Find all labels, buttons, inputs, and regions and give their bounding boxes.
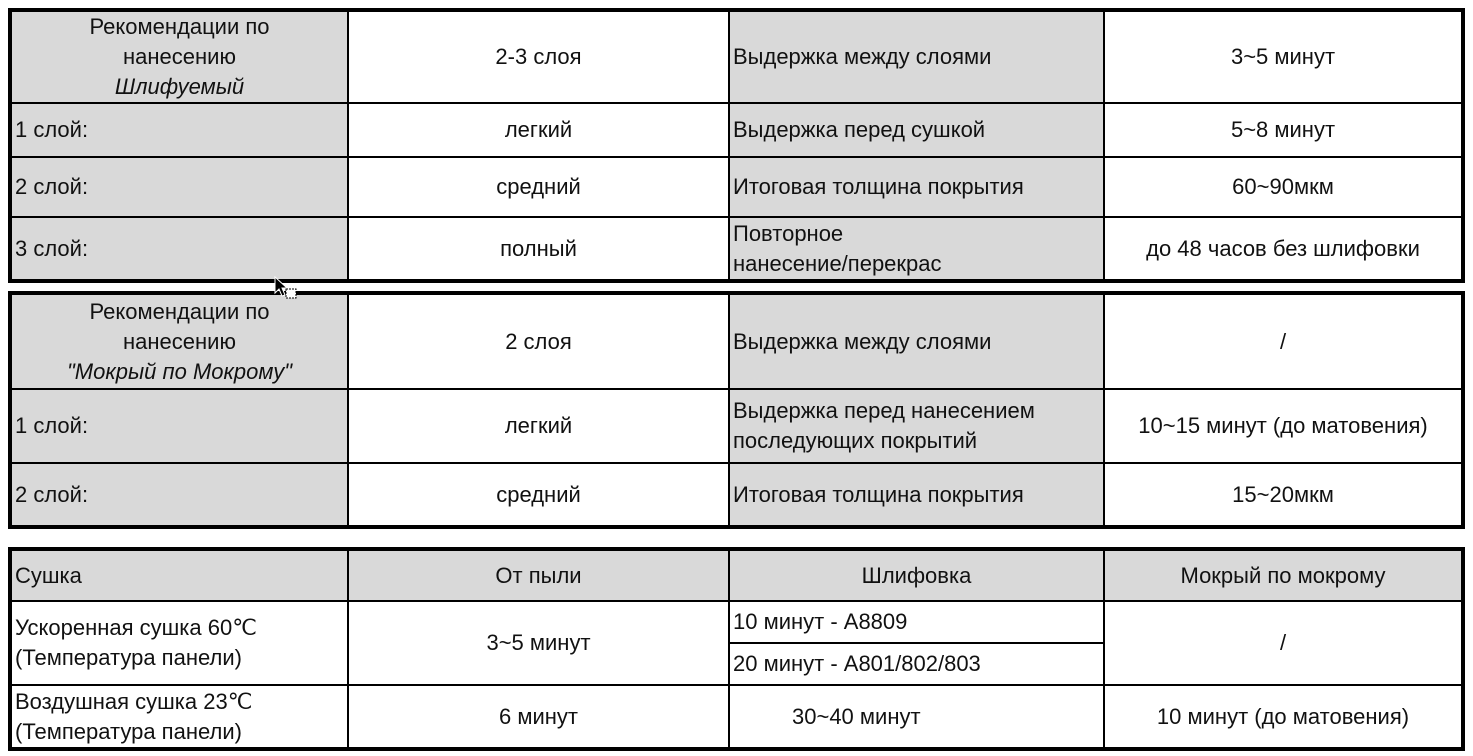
header-title-method: "Мокрый по Мокрому" bbox=[66, 358, 293, 384]
param-label bbox=[729, 389, 1104, 463]
table-row bbox=[10, 293, 1463, 389]
column-header-wet-on-wet: Мокрый по мокрому bbox=[1104, 549, 1463, 601]
param-label: Итоговая толщина покрытия bbox=[729, 463, 1104, 527]
coat-type: средний bbox=[348, 463, 729, 527]
layer-label: 1 слой: bbox=[10, 103, 348, 157]
coat-type: средний bbox=[348, 157, 729, 217]
coat-type: легкий bbox=[348, 103, 729, 157]
param-value: 15~20мкм bbox=[1104, 463, 1463, 527]
sanding-time: 30~40 минут bbox=[729, 685, 1104, 749]
param-value: до 48 часов без шлифовки bbox=[1104, 217, 1463, 281]
dust-free-time: 3~5 минут bbox=[348, 601, 729, 685]
sanding-time: 10 минут - A8809 bbox=[729, 601, 1104, 643]
layer-label: 2 слой: bbox=[10, 157, 348, 217]
drying-mode-line: Ускоренная сушка 60℃ bbox=[15, 615, 257, 640]
column-header-dust: От пыли bbox=[348, 549, 729, 601]
param-label: Выдержка между слоями bbox=[729, 10, 1104, 103]
sanding-time: 20 минут - A801/802/803 bbox=[729, 643, 1104, 685]
table-row bbox=[10, 463, 1463, 527]
layers-count: 2-3 слоя bbox=[348, 10, 729, 103]
header-title-line: Рекомендации по bbox=[89, 298, 270, 324]
layer-label: 3 слой: bbox=[10, 217, 348, 281]
table-header-row bbox=[10, 549, 1463, 601]
column-header-sanding: Шлифовка bbox=[729, 549, 1104, 601]
mouse-pointer-icon bbox=[274, 276, 298, 302]
drying-mode-line: (Температура панели) bbox=[15, 645, 242, 670]
param-label-line: нанесение/перекрас bbox=[733, 250, 942, 276]
table-drying bbox=[8, 547, 1465, 751]
table-row bbox=[10, 685, 1463, 749]
header-title-cell bbox=[10, 10, 348, 103]
table-row bbox=[10, 103, 1463, 157]
coat-type: легкий bbox=[348, 389, 729, 463]
table-wet-on-wet-recommendations bbox=[8, 291, 1465, 529]
coat-type: полный bbox=[348, 217, 729, 281]
layer-label: 2 слой: bbox=[10, 463, 348, 527]
dust-free-time: 6 минут bbox=[348, 685, 729, 749]
param-value: 5~8 минут bbox=[1104, 103, 1463, 157]
header-title-line: нанесению bbox=[123, 44, 236, 69]
wet-on-wet-time: / bbox=[1104, 601, 1463, 685]
param-label-line: Выдержка перед нанесением bbox=[733, 398, 1035, 423]
drying-mode bbox=[10, 601, 348, 685]
param-value: 10~15 минут (до матовения) bbox=[1104, 389, 1463, 463]
header-title-method: Шлифуемый bbox=[114, 74, 245, 99]
param-label: Итоговая толщина покрытия bbox=[729, 157, 1104, 217]
header-title-line: Рекомендации по bbox=[89, 14, 270, 39]
wet-on-wet-time: 10 минут (до матовения) bbox=[1104, 685, 1463, 749]
table-row bbox=[10, 10, 1463, 103]
param-label-line: последующих покрытий bbox=[733, 428, 978, 453]
layers-count: 2 слоя bbox=[348, 293, 729, 389]
param-value: 3~5 минут bbox=[1104, 10, 1463, 103]
table-row bbox=[10, 157, 1463, 217]
column-header-drying: Сушка bbox=[10, 549, 348, 601]
table-row bbox=[10, 389, 1463, 463]
drying-mode-line: (Температура панели) bbox=[15, 718, 242, 744]
drying-mode bbox=[10, 685, 348, 749]
header-title-line: нанесению bbox=[123, 328, 236, 354]
param-label bbox=[729, 217, 1104, 281]
table-row bbox=[10, 601, 1463, 643]
param-value: 60~90мкм bbox=[1104, 157, 1463, 217]
table-row bbox=[10, 217, 1463, 281]
param-label: Выдержка перед сушкой bbox=[729, 103, 1104, 157]
table-sanding-recommendations bbox=[8, 8, 1465, 283]
param-label-line: Повторное bbox=[733, 220, 844, 246]
layer-label: 1 слой: bbox=[10, 389, 348, 463]
param-value: / bbox=[1104, 293, 1463, 389]
param-label: Выдержка между слоями bbox=[729, 293, 1104, 389]
drying-mode-line: Воздушная сушка 23℃ bbox=[15, 688, 253, 714]
header-title-cell bbox=[10, 293, 348, 389]
